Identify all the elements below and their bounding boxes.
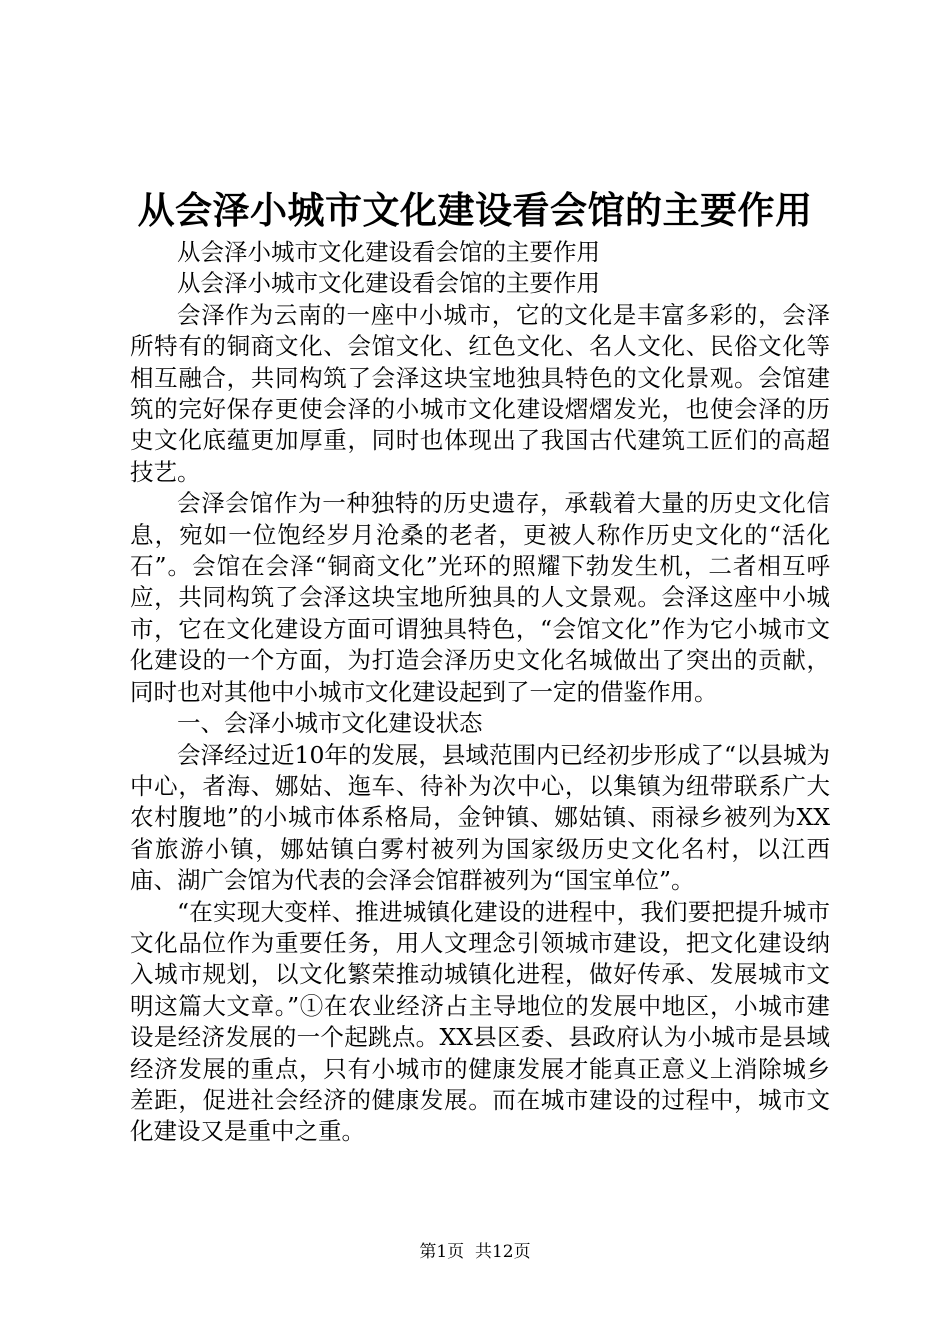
page-number-label: 第1页 共12页 xyxy=(419,1242,531,1262)
paragraph-subtitle-2: 从会泽小城市文化建设看会馆的主要作用 xyxy=(177,269,600,298)
section-heading-1: 一、会泽小城市文化建设状态 xyxy=(177,709,483,738)
document-title: 从会泽小城市文化建设看会馆的主要作用 xyxy=(137,188,813,232)
paragraph-development: 会泽经过近10年的发展，县域范围内已经初步形成了“以县城为中心，者海、娜姑、迤车、待补为次中心，以集镇为纽带联系广大农村腹地”的小城市体系格局，金钟镇、娜姑镇、雨禄乡被列为XX省旅游小镇，娜姑镇白雾村被列为国家级历史文化名村，以江西庙、湖广会馆为代表的会泽会馆群被列为“国宝单位”。 xyxy=(130,740,830,895)
paragraph-subtitle-1: 从会泽小城市文化建设看会馆的主要作用 xyxy=(177,238,600,266)
paragraph-intro: 会泽作为云南的一座中小城市，它的文化是丰富多彩的，会泽所特有的铜商文化、会馆文化、红色文化、名人文化、民俗文化等相互融合，共同构筑了会泽这块宝地独具特色的文化景观。会馆建筑的完好保存更使会泽的小城市文化建设熠熠发光，也使会泽的历史文化底蕴更加厚重，同时也体现出了我国古代建筑工匠们的高超技艺。 xyxy=(130,300,830,486)
paragraph-huiguan: 会泽会馆作为一种独特的历史遗存，承载着大量的历史文化信息，宛如一位饱经岁月沧桑的老者，更被人称作历史文化的“活化石”。会馆在会泽“铜商文化”光环的照耀下勃发生机，二者相互呼应，共同构筑了会泽这块宝地所独具的人文景观。会泽这座中小城市，它在文化建设方面可谓独具特色，“会馆文化”作为它小城市文化建设的一个方面，为打造会泽历史文化名城做出了突出的贡献，同时也对其他中小城市文化建设起到了一定的借鉴作用。 xyxy=(130,489,830,706)
page-footer xyxy=(0,1240,950,1264)
document-body xyxy=(130,237,830,1148)
paragraph-quote: “在实现大变样、推进城镇化建设的进程中，我们要把提升城市文化品位作为重要任务，用人文理念引领城市建设，把文化建设纳入城市规划，以文化繁荣推动城镇化进程，做好传承、发展城市文明这篇大文章。”①在农业经济占主导地位的发展中地区，小城市建设是经济发展的一个起跳点。XX县区委、县政府认为小城市是县域经济发展的重点，只有小城市的健康发展才能真正意义上消除城乡差距，促进社会经济的健康发展。而在城市建设的过程中，城市文化建设又是重中之重。 xyxy=(130,897,830,1146)
